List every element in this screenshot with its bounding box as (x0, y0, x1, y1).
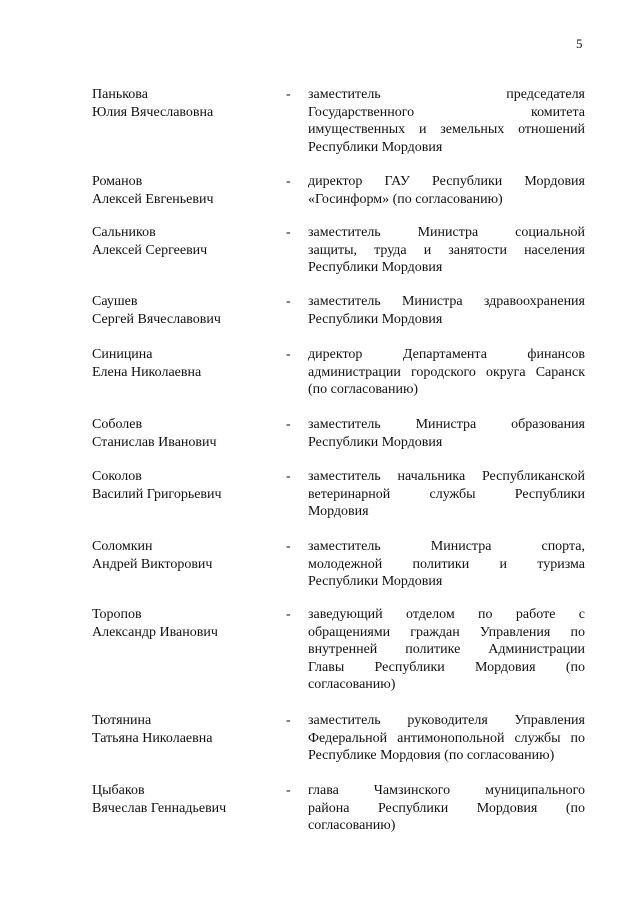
position-line: (по согласованию) (308, 382, 419, 397)
member-position (308, 782, 585, 835)
position-line: Федеральной антимонопольной службы по (308, 730, 585, 746)
member-position (308, 346, 585, 399)
position-line: внутренней политике Администрации (308, 642, 585, 657)
member-name (92, 293, 272, 328)
page-number: 5 (576, 36, 583, 51)
member-name (92, 782, 272, 817)
separator-dash: - (286, 87, 291, 102)
member-name (92, 416, 272, 451)
member-given-names: Сергей Вячеславович (92, 311, 221, 327)
member-surname: Саушев (92, 294, 138, 309)
member-surname: Соболев (92, 417, 143, 432)
position-line: глава Чамзинского муниципального (308, 783, 585, 798)
position-line: Главы Республики Мордовия (по (308, 659, 585, 675)
position-line: молодежной политики и туризма (308, 556, 585, 572)
member-given-names: Юлия Вячеславовна (92, 104, 214, 120)
member-surname: Цыбаков (92, 783, 145, 798)
separator-dash: - (286, 347, 291, 362)
member-position (308, 538, 585, 591)
separator-dash: - (286, 294, 291, 309)
member-given-names: Алексей Евгеньевич (92, 191, 214, 207)
member-name (92, 468, 272, 503)
member-name (92, 86, 272, 121)
member-given-names: Василий Григорьевич (92, 486, 222, 502)
member-name (92, 538, 272, 573)
member-given-names: Алексей Сергеевич (92, 242, 208, 258)
position-line: ветеринарной службы Республики (308, 486, 585, 502)
position-line: Республики Мордовия (308, 574, 443, 589)
position-line: защиты, труда и занятости населения (308, 242, 585, 258)
separator-dash: - (286, 607, 291, 622)
position-line: Республики Мордовия (308, 311, 443, 327)
position-line: Республики Мордовия (308, 260, 443, 275)
position-line: обращениями граждан Управления по (308, 624, 585, 640)
member-name (92, 346, 272, 381)
position-line: согласованию) (308, 677, 396, 692)
member-position (308, 416, 585, 451)
separator-dash: - (286, 469, 291, 484)
member-name (92, 606, 272, 641)
member-surname: Романов (92, 174, 143, 189)
member-name (92, 224, 272, 259)
separator-dash: - (286, 713, 291, 728)
member-surname: Соколов (92, 469, 142, 484)
position-line: заместитель Министра здравоохранения (308, 294, 585, 309)
separator-dash: - (286, 783, 291, 798)
position-line: Мордовия (308, 504, 369, 519)
member-position (308, 173, 585, 208)
member-given-names: Андрей Викторович (92, 556, 213, 572)
member-position (308, 712, 585, 765)
member-position (308, 86, 585, 156)
position-line: «Госинформ» (по согласованию) (308, 191, 503, 207)
position-line: Государственного комитета (308, 104, 585, 120)
member-position (308, 606, 585, 694)
position-line: заведующий отделом по работе с (308, 607, 585, 622)
position-line: района Республики Мордовия (по (308, 800, 585, 816)
member-given-names: Александр Иванович (92, 624, 218, 640)
member-surname: Сальников (92, 225, 156, 240)
position-line: Республике Мордовия (по согласованию) (308, 748, 555, 763)
member-given-names: Елена Николаевна (92, 364, 202, 380)
position-line: директор Департамента финансов (308, 347, 585, 362)
position-line: согласованию) (308, 818, 396, 833)
member-position (308, 224, 585, 277)
member-name (92, 712, 272, 747)
separator-dash: - (286, 174, 291, 189)
separator-dash: - (286, 539, 291, 554)
position-line: директор ГАУ Республики Мордовия (308, 174, 585, 189)
member-surname: Панькова (92, 87, 148, 102)
member-surname: Соломкин (92, 539, 153, 554)
member-given-names: Вячеслав Геннадьевич (92, 800, 227, 816)
position-line: имущественных и земельных отношений (308, 122, 585, 137)
member-given-names: Станислав Иванович (92, 434, 217, 450)
position-line: заместитель начальника Республиканской (308, 469, 585, 484)
separator-dash: - (286, 417, 291, 432)
position-line: заместитель председателя (308, 87, 585, 102)
position-line: администрации городского округа Саранск (308, 364, 585, 380)
position-line: заместитель Министра социальной (308, 225, 585, 240)
member-position (308, 468, 585, 521)
member-given-names: Татьяна Николаевна (92, 730, 213, 746)
member-surname: Синицина (92, 347, 153, 362)
position-line: заместитель Министра образования (308, 417, 585, 432)
member-surname: Тютянина (92, 713, 152, 728)
position-line: заместитель Министра спорта, (308, 539, 585, 554)
separator-dash: - (286, 225, 291, 240)
member-surname: Торопов (92, 607, 142, 622)
member-position (308, 293, 585, 328)
member-name (92, 173, 272, 208)
position-line: Республики Мордовия (308, 434, 443, 450)
position-line: заместитель руководителя Управления (308, 713, 585, 728)
position-line: Республики Мордовия (308, 139, 443, 155)
